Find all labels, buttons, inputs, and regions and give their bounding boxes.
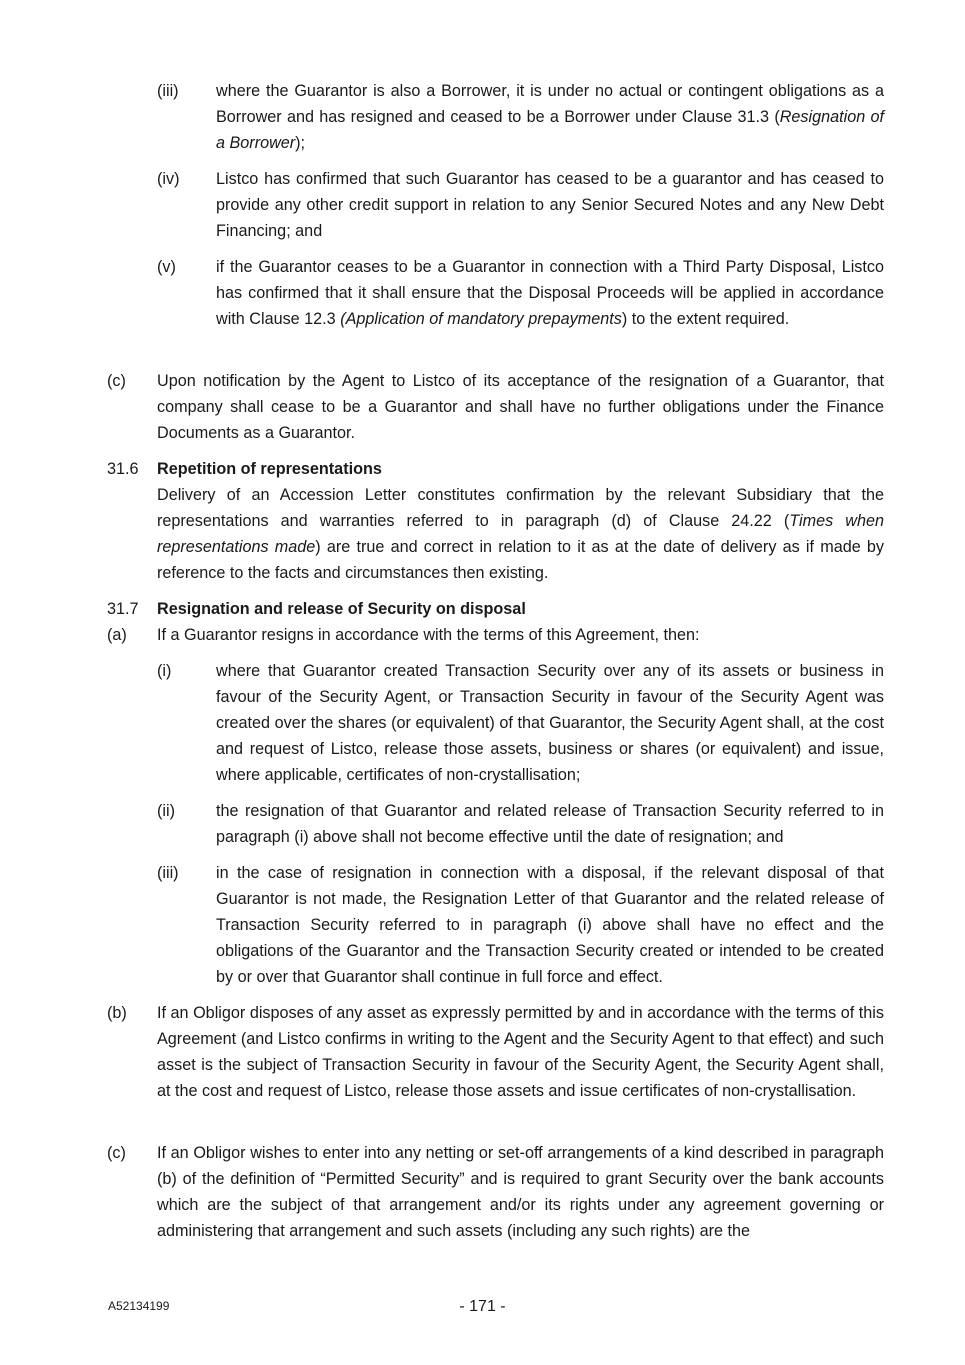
clause-heading: Repetition of representations (157, 460, 382, 478)
list-item-text: Listco has confirmed that such Guarantor has ceased to be a guarantor and has ceased to provide any other credit support in relation to any Senior Secured Notes and any New Debt Financing; and (216, 170, 884, 240)
list-item-text: If a Guarantor resigns in accordance with the terms of this Agreement, then: (157, 626, 700, 644)
list-item-text: Upon notification by the Agent to Listco of its acceptance of the resignation of a Guarantor, that company shall cease to be a Guarantor and shall have no further obligations under the Finance Documents as a Guarantor. (157, 372, 884, 442)
clause-body: Delivery of an Accession Letter constitutes confirmation by the relevant Subsidiary that the representations and warranties referred to in paragraph (d) of Clause 24.22 (Times when representations made) are true and correct in relation to it as at the date of delivery as if made by reference to the facts and circumstances then existing. (157, 486, 884, 582)
document-reference: A52134199 (108, 1299, 170, 1313)
clause-heading: Resignation and release of Security on disposal (157, 600, 526, 618)
list-item-text: the resignation of that Guarantor and related release of Transaction Security referred to in paragraph (i) above shall not become effective until the date of resignation; and (216, 802, 884, 846)
page-number: - 171 - (459, 1298, 506, 1315)
list-marker: (v) (157, 258, 176, 276)
list-marker: (ii) (157, 802, 175, 820)
list-marker: (iv) (157, 170, 180, 188)
list-marker: (iii) (157, 82, 179, 100)
list-marker: (iii) (157, 864, 179, 882)
list-item-text: where that Guarantor created Transaction Security over any of its assets or business in favour of the Security Agent, or Transaction Security in favour of the Security Agent was created over the shares (or equivalent) of that Guarantor, the Security Agent shall, at the cost and request of Listco, release those assets, business or shares (or equivalent) and issue, where applicable, certificates of non-crystallisation; (216, 662, 884, 784)
clause-number: 31.6 (107, 460, 139, 478)
list-marker: (i) (157, 662, 172, 680)
list-item-text: If an Obligor wishes to enter into any netting or set-off arrangements of a kind described in paragraph (b) of the definition of “Permitted Security” and is required to grant Security over the bank accounts which are the subject of that arrangement and/or its rights under any agreement governing or administering that arrangement and such assets (including any such rights) are the (157, 1144, 884, 1240)
clause-number: 31.7 (107, 600, 139, 618)
list-marker: (c) (107, 372, 126, 390)
list-item-text: in the case of resignation in connection with a disposal, if the relevant disposal of that Guarantor is not made, the Resignation Letter of that Guarantor and the related release of Transaction Security referred to in paragraph (i) above shall have no effect and the obligations of the Guarantor and the Transaction Security created or intended to be created by or over that Guarantor shall continue in full force and effect. (216, 864, 884, 986)
list-item-text: If an Obligor disposes of any asset as expressly permitted by and in accordance with the terms of this Agreement (and Listco confirms in writing to the Agent and the Security Agent to that effect) and such asset is the subject of Transaction Security in favour of the Security Agent, the Security Agent shall, at the cost and request of Listco, release those assets and issue certificates of non-crystallisation. (157, 1004, 884, 1100)
list-marker: (a) (107, 626, 127, 644)
list-item-text: if the Guarantor ceases to be a Guarantor in connection with a Third Party Disposal, Listco has confirmed that it shall ensure that the Disposal Proceeds will be applied in accordance with Clause 12.3 (Application of mandatory prepayments) to the extent required. (216, 258, 884, 328)
list-marker: (b) (107, 1004, 127, 1022)
list-item-text: where the Guarantor is also a Borrower, it is under no actual or contingent obligations as a Borrower and has resigned and ceased to be a Borrower under Clause 31.3 (Resignation of a Borrower); (216, 82, 884, 152)
list-marker: (c) (107, 1144, 126, 1162)
